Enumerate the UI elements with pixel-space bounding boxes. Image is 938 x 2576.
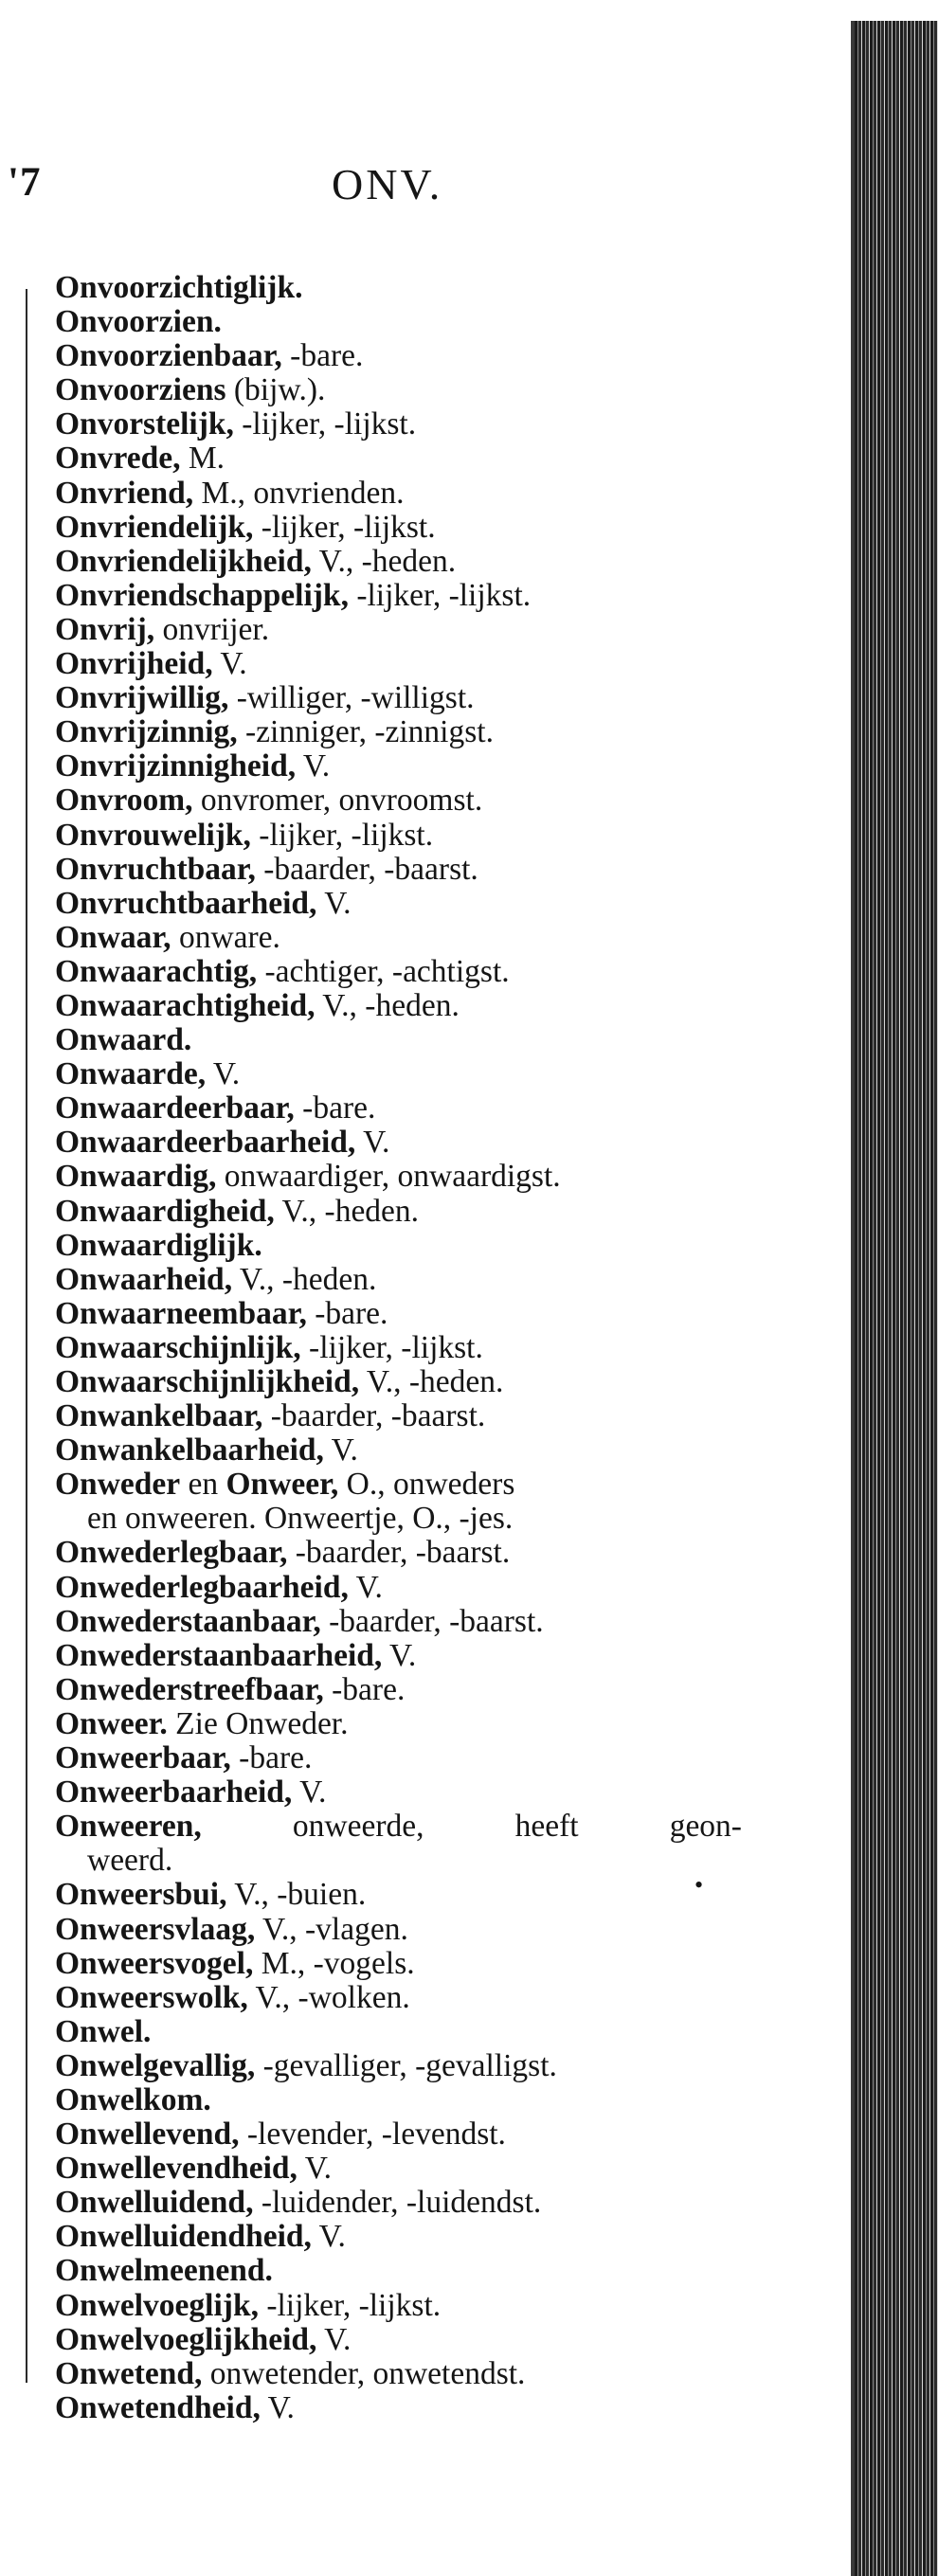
headword: Onwaardeerbaarheid, [55,1125,356,1161]
entry-text: V., -buien. [226,1877,367,1913]
entry-text: onware. [171,919,280,955]
headword: Onwel. [55,2013,152,2049]
dictionary-entry [55,1023,742,1057]
dictionary-entry [55,1433,742,1468]
headword: Onweersvogel, [55,1945,254,1981]
dictionary-entry [55,2186,742,2220]
entry-text: M., onvrienden. [193,475,405,511]
headword: Onweersbui, [55,1877,227,1913]
stray-mark: • [694,1871,704,1899]
headword: Onwaardigheid, [55,1193,275,1229]
headword: Onvriendelijkheid, [55,543,312,579]
dictionary-entry [55,441,742,476]
entries-group-c [55,1878,742,2425]
headword: Onwelmeenend. [55,2253,273,2289]
entry-text: onwetender, onwetendst. [202,2355,526,2391]
dictionary-entry-onweder [55,1468,742,1502]
dictionary-entry [55,1878,742,1912]
book-spine [855,21,938,2576]
entry-text: M., -vogels. [253,1945,415,1981]
entry-text: -baarder, -baarst. [255,851,478,887]
entry-text: V. [323,1432,358,1468]
headword: Onweer, [225,1467,339,1503]
dictionary-entry [55,921,742,955]
entry-text: onwaardiger, onwaardigst. [216,1159,561,1195]
dictionary-entry [55,749,742,784]
headword: Onwankelbaarheid, [55,1432,324,1468]
headword: Onvrijzinnigheid, [55,748,297,784]
dictionary-entry [55,2391,742,2425]
headword: Onwaar, [55,919,171,955]
dictionary-entry [55,1947,742,1981]
headword: Onvrede, [55,441,181,477]
entry-text: V. [297,2151,332,2187]
headword: Onwaarachtig, [55,953,258,989]
entries-group-b [55,1536,742,1810]
headword: Onvrijheid, [55,646,213,682]
dictionary-entry [55,1571,742,1605]
headword: Onweersvlaag, [55,1911,256,1947]
entry-text: (bijw.). [225,372,326,408]
headword: Onwaarschijnlijkheid, [55,1364,360,1399]
entry-text: -levender, -levendst. [239,2117,506,2153]
headword: Onwellevendheid, [55,2151,298,2187]
headword: Onwaarheid, [55,1261,233,1297]
headword: Onwelvoeglijk, [55,2287,259,2323]
dictionary-entry [55,305,742,339]
dictionary-entry [55,1673,742,1707]
dictionary-entry [55,647,742,681]
headword: Onvrijzinnig, [55,714,238,750]
entry-text: geon- [669,1809,742,1845]
entry-text: M. [180,441,225,477]
entry-text: Zie Onweder. [167,1705,349,1741]
entry-text: -lijker, -lijkst. [253,509,436,545]
dictionary-entry [55,853,742,887]
headword: Onvrijwillig, [55,680,229,716]
dictionary-entry [55,1195,742,1229]
entry-text: -luidender, -luidendst. [253,2185,542,2221]
entry-text: V. [206,1056,241,1092]
dictionary-entry [55,1365,742,1399]
entry-text: en [180,1467,226,1503]
headword: Onweerbaarheid, [55,1774,293,1810]
dictionary-entry [55,1057,742,1091]
dictionary-entry [55,339,742,373]
entry-continuation: en onweeren. Onweertje, O., -jes. [87,1501,514,1537]
dictionary-entry [55,819,742,853]
dictionary-entry [55,1981,742,2015]
headword: Onvriend, [55,475,194,511]
dictionary-entry [55,2083,742,2117]
headword: Onweder [55,1467,181,1503]
headword: Onwederstreefbaar, [55,1671,324,1707]
headword: Onvoorzienbaar, [55,338,282,374]
entry-text: -bare. [281,338,364,374]
entry-text: -lijker, -lijkst. [300,1329,483,1365]
entry-text: -gevalliger, -gevalligst. [255,2047,557,2083]
headword: Onvoorziens [55,372,226,408]
headword: Onwaardig, [55,1159,217,1195]
margin-rule [26,289,27,2383]
entry-text: onweerde, [292,1809,424,1845]
headword: Onweerbaar, [55,1740,231,1776]
dictionary-entry [55,1536,742,1570]
headword: Onwederlegbaarheid, [55,1569,349,1605]
headword: Onweer. [55,1705,168,1741]
page-number: '7 [8,160,42,205]
headword: Onwelgevallig, [55,2047,256,2083]
headword: Onvruchtbaar, [55,851,256,887]
headword: Onwederstaanbaarheid, [55,1637,383,1673]
entry-text: V., -heden. [232,1261,377,1297]
dictionary-entry [55,1297,742,1331]
dictionary-entry [55,2015,742,2049]
headword: Onvoorzien. [55,304,222,340]
dictionary-entry [55,2049,742,2083]
dictionary-entry [55,1229,742,1263]
entry-text: V. [316,2321,352,2357]
headword: Onwaardeerbaar, [55,1090,295,1126]
headword: Onwaarneembaar, [55,1295,307,1331]
entry-text: -lijker, -lijkst. [348,577,532,613]
dictionary-entry [55,1126,742,1160]
entry-text: V. [311,2219,346,2255]
entry-text: -bare. [294,1090,376,1126]
dictionary-entry [55,715,742,749]
entry-text: -achtiger, -achtigst. [257,953,510,989]
entry-text: onvrijer. [154,611,270,647]
headword: Onwetend, [55,2355,203,2391]
dictionary-entry [55,2289,742,2323]
entry-text: -baarder, -baarst. [287,1535,511,1571]
dictionary-entry [55,1707,742,1741]
guide-word-header: ONV. [332,160,443,208]
dictionary-entry [55,989,742,1023]
entry-text: -lijker, -lijkst. [233,406,417,442]
dictionary-entry [55,579,742,613]
entry-text: V., -heden. [311,543,457,579]
headword: Onwaard. [55,1022,192,1058]
headword: Onwetendheid, [55,2389,261,2425]
dictionary-entry [55,2357,742,2391]
headword: Onvrij, [55,611,155,647]
headword: Onwelluidendheid, [55,2219,312,2255]
entry-text: -bare. [323,1671,406,1707]
entry-text: -lijker, -lijkst. [258,2287,442,2323]
dictionary-entry [55,477,742,511]
dictionary-entry [55,2254,742,2288]
entry-text: V. [260,2389,295,2425]
entry-text: V. [316,885,352,921]
headword: Onvriendschappelijk, [55,577,349,613]
dictionary-entry [55,407,742,441]
entry-text: -baarder, -baarst. [320,1603,544,1639]
dictionary-entry [55,511,742,545]
entry-text: V. [355,1125,390,1161]
headword: Onwaarde, [55,1056,207,1092]
dictionary-entry [55,2117,742,2152]
entries-group-a [55,271,742,1468]
dictionary-entry [55,784,742,818]
entry-text: -lijker, -lijkst. [250,817,434,853]
headword: Onvruchtbaarheid, [55,885,317,921]
entry-text: V. [382,1637,417,1673]
headword: Onweerswolk, [55,1979,248,2015]
entry-text: O., onweders [338,1467,515,1503]
headword: Onwelluidend, [55,2185,254,2221]
headword: Onwellevend, [55,2117,240,2153]
dictionary-entry [55,1331,742,1365]
dictionary-entry [55,1741,742,1775]
dictionary-entry [55,545,742,579]
dictionary-entry [55,2220,742,2254]
dictionary-entry [55,1775,742,1810]
entry-text: heeft [514,1809,579,1845]
entry-text: -bare. [230,1740,313,1776]
entry-text: -zinniger, -zinnigst. [237,714,494,750]
dictionary-entry [55,1263,742,1297]
dictionary-entry [55,373,742,407]
headword: Onwaardiglijk. [55,1227,262,1263]
entry-text: -williger, -willigst. [228,680,475,716]
dictionary-entry [55,1913,742,1947]
dictionary-entry [55,681,742,715]
dictionary-entry [55,1091,742,1126]
headword: Onwankelbaar, [55,1398,263,1434]
headword: Onvrouwelijk, [55,817,251,853]
entry-text: V., -heden. [359,1364,504,1399]
dictionary-column [55,271,742,2425]
dictionary-entry-onweeren [55,1810,742,1844]
dictionary-entry [55,2152,742,2186]
entry-text: V., -vlagen. [255,1911,408,1947]
entry-text: V., -wolken. [247,1979,410,2015]
headword: Onwederstaanbaar, [55,1603,321,1639]
entry-text: V. [348,1569,383,1605]
dictionary-entry [55,887,742,921]
headword: Onwaarachtigheid, [55,987,316,1023]
dictionary-entry [55,2323,742,2357]
entry-text: V. [212,646,247,682]
entry-text: V., -heden. [274,1193,420,1229]
dictionary-entry [55,1639,742,1673]
dictionary-entry [55,613,742,647]
headword: Onvroom, [55,783,193,819]
dictionary-entry [55,271,742,305]
entry-text: V. [296,748,331,784]
headword: Onvoorzichtiglijk. [55,270,303,305]
entry-text: V., -heden. [315,987,460,1023]
headword: Onvriendelijk, [55,509,254,545]
dictionary-entry [55,1605,742,1639]
headword: Onweeren, [55,1809,202,1845]
headword: Onwelkom. [55,2081,211,2117]
entry-text: onvromer, onvroomst. [192,783,483,819]
headword: Onwelvoeglijkheid, [55,2321,317,2357]
entry-continuation: weerd. [87,1843,173,1879]
headword: Onwaarschijnlijk, [55,1329,301,1365]
dictionary-entry [55,955,742,989]
headword: Onvorstelijk, [55,406,234,442]
dictionary-entry [55,1399,742,1433]
entry-text: V. [292,1774,327,1810]
dictionary-entry [55,1160,742,1194]
entry-text: -baarder, -baarst. [262,1398,486,1434]
headword: Onwederlegbaar, [55,1535,288,1571]
entry-text: -bare. [306,1295,388,1331]
